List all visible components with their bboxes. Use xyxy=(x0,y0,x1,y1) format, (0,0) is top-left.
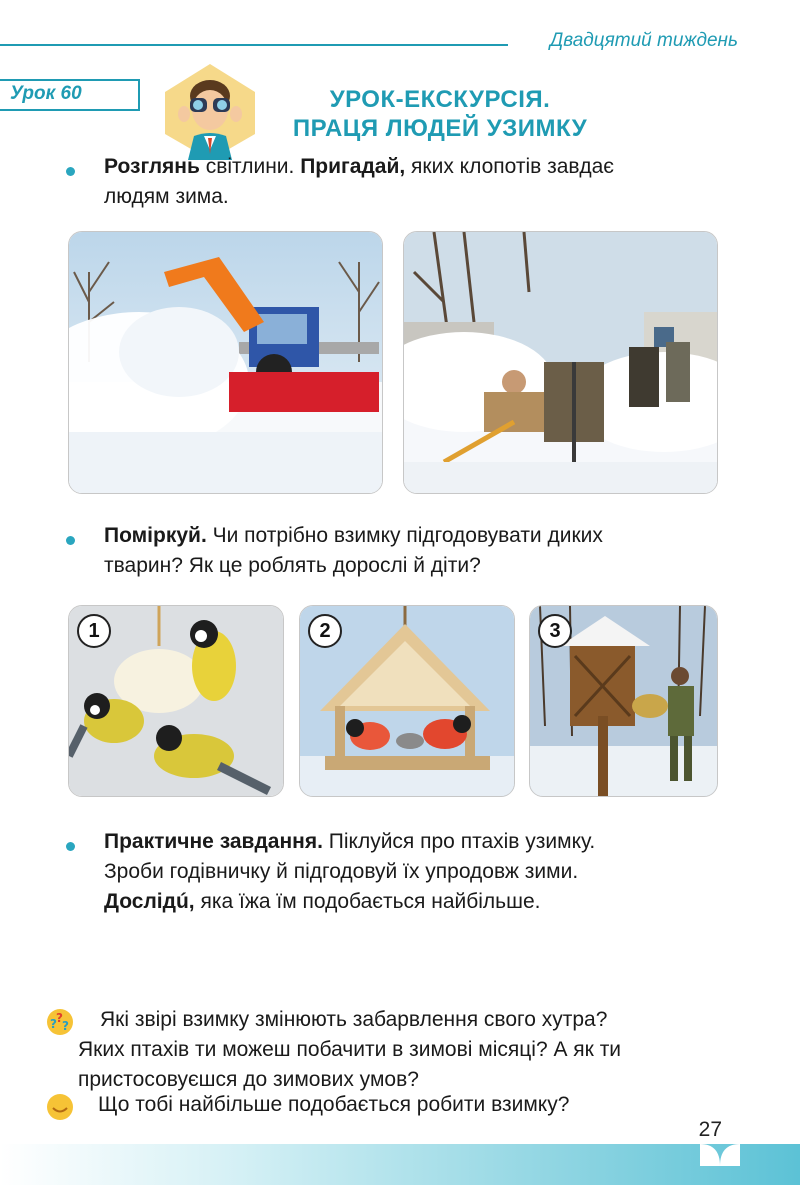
questions-text xyxy=(78,1005,758,1095)
photo-number-badge: 3 xyxy=(538,614,572,648)
task-1-text-1: світлини. xyxy=(199,155,301,178)
task-3-bold: Практичне завдання. xyxy=(104,830,323,853)
task-3-bold-2: Дослідú, xyxy=(104,890,195,913)
boy-with-binoculars-icon xyxy=(160,62,260,162)
week-label: Двадцятий тиждень xyxy=(549,30,738,51)
header-rule xyxy=(0,44,508,46)
task-1-text-2: яких клопотів завдає xyxy=(405,155,614,178)
task-1-text xyxy=(104,152,754,212)
footer-band xyxy=(0,1144,800,1185)
svg-text:?: ? xyxy=(50,1017,57,1031)
task-2-bold: Поміркуй. xyxy=(104,524,207,547)
task-3-text xyxy=(104,827,724,917)
task-2-text xyxy=(104,521,754,581)
question-line-1: Які звірі взимку змінюють забарвлення свого хутра? xyxy=(100,1008,608,1031)
task-3-text-3: яка їжа їм подобається найбільше. xyxy=(194,890,541,913)
task-2-line-2: тварин? Як це роблять дорослі й діти? xyxy=(104,554,481,577)
smiley-face-icon xyxy=(46,1093,74,1121)
lesson-label: Урок 60 xyxy=(10,83,82,104)
photo-number-badge: 2 xyxy=(308,614,342,648)
title-line-2: ПРАЦЯ ЛЮДЕЙ УЗИМКУ xyxy=(292,115,588,142)
bullet xyxy=(66,167,75,176)
reflection-text: Що тобі найбільше подобається робити взимку? xyxy=(98,1093,570,1116)
page-number: 27 xyxy=(698,1118,722,1141)
question-line-2: Яких птахів ти можеш побачити в зимові місяці? А як ти xyxy=(78,1038,622,1061)
photo-shoveling xyxy=(403,231,718,494)
photo-number-badge: 1 xyxy=(77,614,111,648)
task-3-text-1: Піклуйся про птахів узимку. xyxy=(322,830,596,853)
photo-1-titmice xyxy=(68,605,284,797)
photo-2-bird-feeder xyxy=(299,605,515,797)
task-1-bold-2: Пригадай, xyxy=(300,155,406,178)
task-2-text-1: Чи потрібно взимку підгодовувати диких xyxy=(206,524,603,547)
bullet xyxy=(66,842,75,851)
photo-snow-blower xyxy=(68,231,383,494)
photo-3-hay-feeder xyxy=(529,605,718,797)
lesson-title xyxy=(250,85,630,143)
task-3-line-2: Зроби годівничку й підгодовуй їх упродовж зими. xyxy=(104,860,579,883)
question-marks-icon xyxy=(46,1008,74,1036)
bullet xyxy=(66,536,75,545)
lesson-badge xyxy=(0,79,140,111)
title-line-1: УРОК-ЕКСКУРСІЯ. xyxy=(329,86,551,113)
task-1-line-2: людям зима. xyxy=(104,185,229,208)
snow-blower-tractor-icon xyxy=(69,232,382,493)
question-line-3: пристосовуєшся до зимових умов? xyxy=(78,1068,419,1091)
footer-curve-decoration xyxy=(700,1126,740,1166)
people-shoveling-snow-icon xyxy=(404,232,717,493)
svg-text:?: ? xyxy=(56,1011,63,1025)
task-1-bold-1: Розглянь xyxy=(104,155,200,178)
svg-text:?: ? xyxy=(62,1019,69,1033)
